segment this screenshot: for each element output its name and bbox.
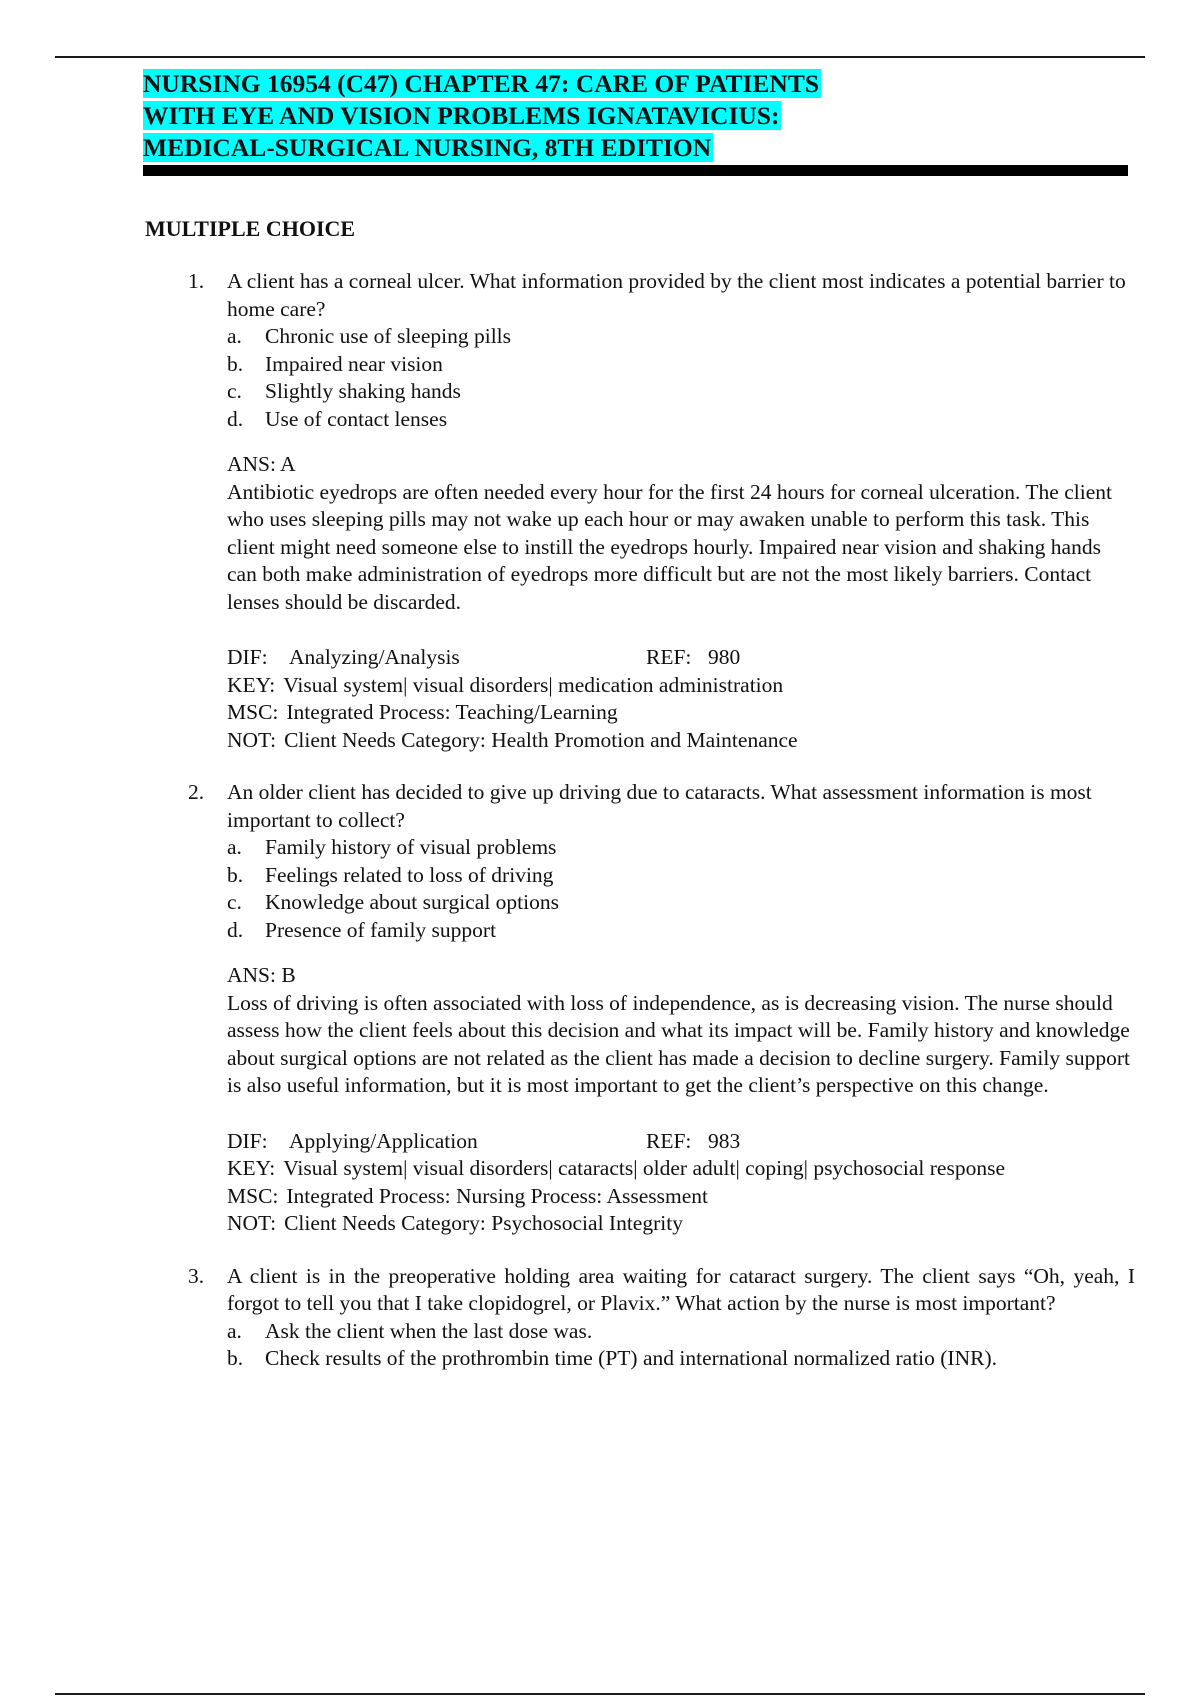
option-a bbox=[227, 834, 1135, 862]
key-label: KEY: bbox=[227, 672, 276, 697]
option-b bbox=[227, 862, 1135, 890]
dif-label: DIF: bbox=[227, 645, 268, 669]
msc-row bbox=[227, 699, 1135, 727]
option-text: Ask the client when the last dose was. bbox=[265, 1318, 593, 1343]
not-label: NOT: bbox=[227, 1211, 277, 1235]
option-b bbox=[227, 351, 1135, 379]
option-letter: b. bbox=[227, 862, 244, 887]
question-number: 3. bbox=[188, 1263, 205, 1288]
option-text: Chronic use of sleeping pills bbox=[265, 324, 512, 348]
option-text: Family history of visual problems bbox=[265, 835, 557, 859]
difficulty-row bbox=[227, 644, 1135, 672]
not-row bbox=[227, 727, 1135, 755]
key-row bbox=[227, 672, 1135, 700]
option-text: Use of contact lenses bbox=[265, 406, 448, 431]
option-text: Feelings related to loss of driving bbox=[265, 862, 554, 887]
question-3 bbox=[145, 1263, 1135, 1373]
option-c bbox=[227, 889, 1135, 917]
msc-value: Integrated Process: Nursing Process: Assessment bbox=[286, 1183, 708, 1208]
question-number: 1. bbox=[188, 269, 205, 293]
answer-key: ANS: B bbox=[227, 963, 296, 987]
key-row bbox=[227, 1155, 1135, 1183]
option-text: Slightly shaking hands bbox=[265, 379, 461, 403]
question-number: 2. bbox=[188, 780, 205, 804]
title-underline-bar bbox=[143, 165, 1128, 176]
key-value: Visual system| visual disorders| cataracts| older adult| coping| psychosocial response bbox=[283, 1156, 1005, 1180]
answer-options bbox=[227, 323, 1135, 433]
option-text: Impaired near vision bbox=[265, 351, 443, 376]
question-1 bbox=[145, 268, 1135, 754]
ref-value: 983 bbox=[708, 1128, 741, 1153]
top-page-rule bbox=[55, 56, 1145, 58]
option-letter: d. bbox=[227, 406, 244, 431]
ref-label: REF: bbox=[646, 645, 692, 669]
msc-value: Integrated Process: Teaching/Learning bbox=[286, 700, 618, 724]
not-label: NOT: bbox=[227, 727, 277, 752]
key-label: KEY: bbox=[227, 1156, 276, 1180]
option-letter: d. bbox=[227, 917, 244, 942]
dif-label: DIF: bbox=[227, 1128, 268, 1153]
title-line-2: WITH EYE AND VISION PROBLEMS IGNATAVICIUS: bbox=[143, 101, 780, 130]
msc-label: MSC: bbox=[227, 700, 279, 724]
not-value: Client Needs Category: Psychosocial Integrity bbox=[284, 1211, 683, 1235]
rationale: Loss of driving is often associated with loss of independence, as is decreasing vision. The nurse should assess how the client feels about this decision and what its impact will be. Family history and knowledge about surgical options are not related as the client has made a decision to decline surgery. Family support is also useful information, but it is most important to get the client’s perspective on this change. bbox=[227, 990, 1130, 1097]
option-b bbox=[227, 1345, 1135, 1373]
option-letter: a. bbox=[227, 835, 242, 859]
document-title bbox=[143, 68, 1128, 176]
key-value: Visual system| visual disorders| medication administration bbox=[283, 672, 784, 697]
option-d bbox=[227, 917, 1135, 945]
question-stem: A client has a corneal ulcer. What information provided by the client most indicates a potential barrier to home care? bbox=[227, 269, 1126, 321]
option-letter: a. bbox=[227, 324, 242, 348]
question-list bbox=[145, 268, 1135, 1398]
answer-options bbox=[227, 834, 1135, 944]
question-stem: A client is in the preoperative holding area waiting for cataract surgery. The client says “Oh, yeah, I forgot to tell you that I take clopidogrel, or Plavix.” What action by the nurse is most important? bbox=[227, 1263, 1135, 1315]
option-letter: c. bbox=[227, 890, 242, 914]
option-letter: b. bbox=[227, 1346, 244, 1370]
ref-value: 980 bbox=[708, 645, 741, 669]
option-a bbox=[227, 323, 1135, 351]
option-letter: a. bbox=[227, 1318, 242, 1343]
section-heading: MULTIPLE CHOICE bbox=[145, 216, 356, 241]
option-letter: b. bbox=[227, 351, 244, 376]
answer-options bbox=[227, 1318, 1135, 1373]
option-text: Knowledge about surgical options bbox=[265, 890, 559, 914]
rationale: Antibiotic eyedrops are often needed every hour for the first 24 hours for corneal ulceration. The client who uses sleeping pills may not wake up each hour or may awaken unable to perform this task. This client might need someone else to instill the eyedrops hourly. Impaired near vision and shaking hands can both make administration of eyedrops more difficult but are not the most likely barriers. Contact lenses should be discarded. bbox=[227, 479, 1112, 614]
difficulty-row bbox=[227, 1128, 1135, 1156]
answer-key: ANS: A bbox=[227, 452, 296, 476]
not-value: Client Needs Category: Health Promotion and Maintenance bbox=[284, 727, 798, 752]
ref-label: REF: bbox=[646, 1128, 692, 1153]
title-line-3: MEDICAL-SURGICAL NURSING, 8TH EDITION bbox=[143, 133, 712, 162]
option-d bbox=[227, 406, 1135, 434]
dif-value: Applying/Application bbox=[289, 1128, 478, 1153]
option-letter: c. bbox=[227, 379, 242, 403]
question-stem: An older client has decided to give up driving due to cataracts. What assessment information is most important to collect? bbox=[227, 780, 1092, 832]
option-text: Check results of the prothrombin time (PT) and international normalized ratio (INR). bbox=[265, 1346, 997, 1370]
option-a bbox=[227, 1318, 1135, 1346]
msc-label: MSC: bbox=[227, 1183, 279, 1208]
question-metadata bbox=[227, 644, 1135, 754]
question-metadata bbox=[227, 1128, 1135, 1238]
msc-row bbox=[227, 1183, 1135, 1211]
bottom-page-rule bbox=[55, 1693, 1145, 1695]
question-2 bbox=[145, 779, 1135, 1238]
not-row bbox=[227, 1210, 1135, 1238]
dif-value: Analyzing/Analysis bbox=[289, 645, 460, 669]
title-line-1: NURSING 16954 (C47) CHAPTER 47: CARE OF PATIENTS bbox=[143, 69, 820, 98]
option-text: Presence of family support bbox=[265, 917, 497, 942]
option-c bbox=[227, 378, 1135, 406]
